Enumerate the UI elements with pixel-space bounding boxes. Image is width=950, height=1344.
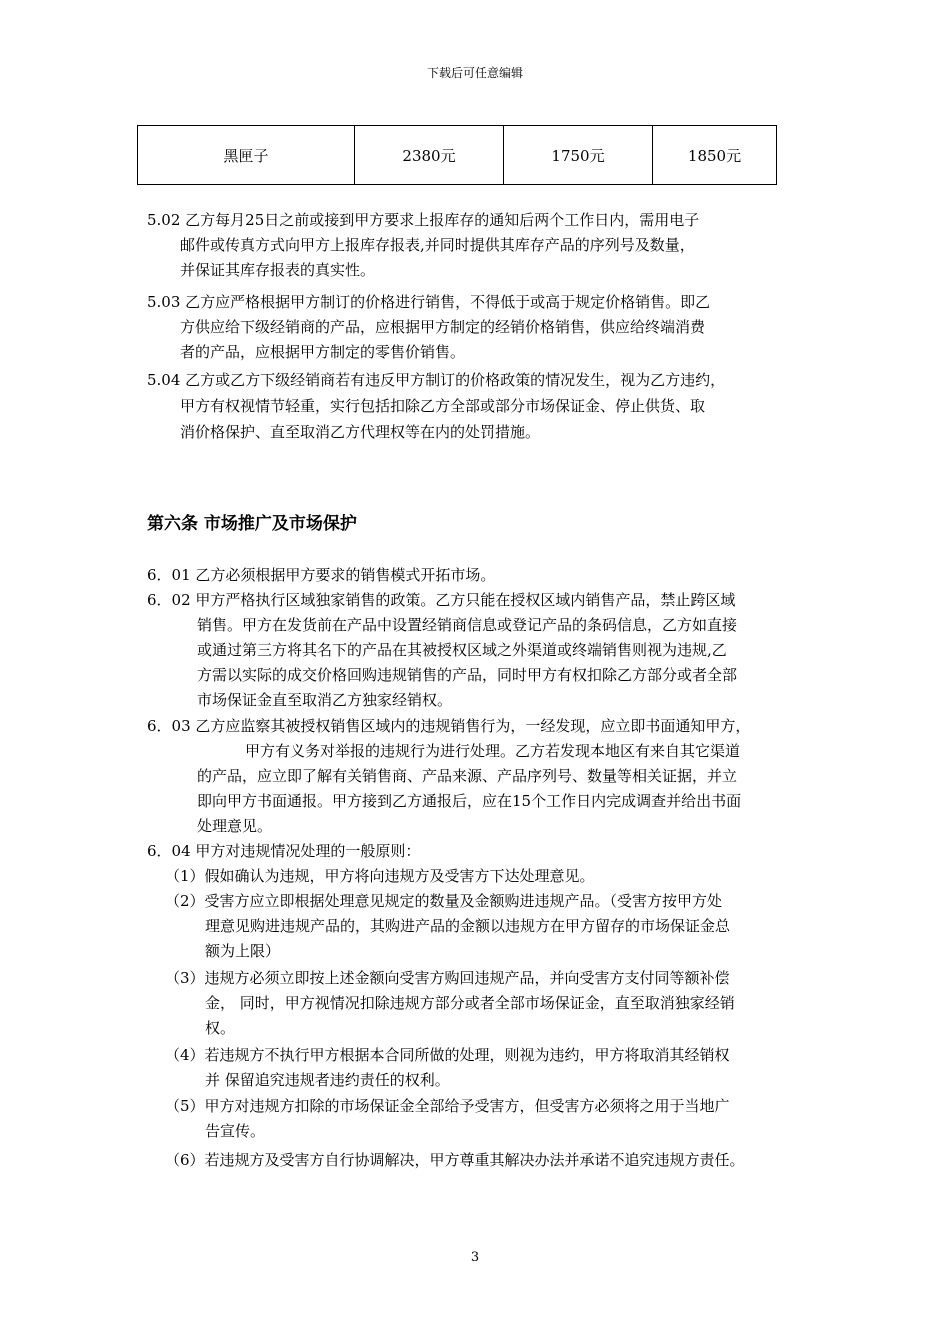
- clause-5-04-line-2: 甲方有权视情节轻重，实行包括扣除乙方全部或部分市场保证金、停止供货、取: [180, 397, 706, 415]
- principle-5-line-1: （5）甲方对违规方扣除的市场保证金全部给予受害方，但受害方必须将之用于当地广: [165, 1097, 730, 1115]
- clause-6-04: 6．04 甲方对违规情况处理的一般原则：: [147, 842, 421, 860]
- clause-5-03-line-3: 者的产品，应根据甲方制定的零售价销售。: [180, 343, 466, 361]
- principle-3-line-1: （3）违规方必须立即按上述金额向受害方购回违规产品，并向受害方支付同等额补偿: [165, 969, 730, 987]
- table-cell-price-2: 1750元: [504, 126, 653, 185]
- clause-6-03-line-1: 6．03 乙方应监察其被授权销售区域内的违规销售行为，一经发现，应立即书面通知甲方，: [147, 717, 751, 735]
- principle-2-line-3: 额为上限）: [205, 942, 281, 960]
- clause-6-02-line-2: 销售。甲方在发货前在产品中设置经销商信息或登记产品的条码信息，乙方如直接: [197, 616, 738, 634]
- clause-5-02-line-1: 5.02 乙方每月25日之前或接到甲方要求上报库存的通知后两个工作日内，需用电子: [147, 211, 700, 229]
- principle-2-line-1: （2）受害方应立即根据处理意见规定的数量及金额购进违规产品。（受害方按甲方处: [165, 892, 723, 910]
- table-row: [138, 126, 777, 185]
- clause-5-04-line-1: 5.04 乙方或乙方下级经销商若有违反甲方制订的价格政策的情况发生，视为乙方违约，: [147, 371, 726, 389]
- clause-5-02-line-2: 邮件或传真方式向甲方上报库存报表,并同时提供其库存产品的序列号及数量，: [180, 236, 695, 254]
- price-table: [137, 125, 777, 185]
- principle-3-line-3: 权。: [205, 1019, 236, 1037]
- principle-2-line-2: 理意见购进违规产品的，其购进产品的金额以违规方在甲方留存的市场保证金总: [205, 917, 731, 935]
- header-note: 下载后可任意编辑: [426, 66, 523, 80]
- clause-5-03-line-1: 5.03 乙方应严格根据甲方制订的价格进行销售，不得低于或高于规定价格销售。即乙: [147, 293, 711, 311]
- clause-6-03-line-2: 甲方有义务对举报的违规行为进行处理。乙方若发现本地区有来自其它渠道: [245, 742, 741, 760]
- table-cell-product: 黑匣子: [138, 126, 355, 185]
- principle-5-line-2: 告宣传。: [205, 1122, 266, 1140]
- clause-6-03-line-3: 的产品，应立即了解有关销售商、产品来源、产品序列号、数量等相关证据，并立: [197, 767, 738, 785]
- principle-4-line-1: （4）若违规方不执行甲方根据本合同所做的处理，则视为违约，甲方将取消其经销权: [165, 1046, 730, 1064]
- clause-6-02-line-3: 或通过第三方将其名下的产品在其被授权区域之外渠道或终端销售则视为违规,乙: [197, 641, 727, 659]
- principle-6: （6）若违规方及受害方自行协调解决，甲方尊重其解决办法并承诺不追究违规方责任。: [165, 1151, 745, 1169]
- clause-6-02-line-5: 市场保证金直至取消乙方独家经销权。: [197, 691, 453, 709]
- clause-5-04-line-3: 消价格保护、直至取消乙方代理权等在内的处罚措施。: [180, 423, 541, 441]
- clause-5-03-line-2: 方供应给下级经销商的产品，应根据甲方制定的经销价格销售，供应给终端消费: [180, 318, 706, 336]
- table-cell-price-1: 2380元: [355, 126, 504, 185]
- clause-6-03-line-4: 即向甲方书面通报。甲方接到乙方通报后，应在15个工作日内完成调查并给出书面: [197, 792, 742, 810]
- clause-6-03-line-5: 处理意见。: [197, 817, 273, 835]
- page-number: 3: [470, 1250, 480, 1265]
- principle-4-line-2: 并 保留追究违规者违约责任的权利。: [205, 1071, 450, 1089]
- principle-3-line-2: 金， 同时，甲方视情况扣除违规方部分或者全部市场保证金，直至取消独家经销: [205, 994, 735, 1012]
- clause-6-02-line-1: 6．02 甲方严格执行区域独家销售的政策。乙方只能在授权区域内销售产品，禁止跨区域: [147, 591, 736, 609]
- clause-5-02-line-3: 并保证其库存报表的真实性。: [180, 261, 376, 279]
- clause-6-02-line-4: 方需以实际的成交价格回购违规销售的产品，同时甲方有权扣除乙方部分或者全部: [197, 666, 738, 684]
- table-cell-price-3: 1850元: [653, 126, 777, 185]
- clause-6-01: 6．01 乙方必须根据甲方要求的销售模式开拓市场。: [147, 566, 496, 584]
- section-heading: 第六条 市场推广及市场保护: [147, 514, 357, 534]
- principle-1: （1）假如确认为违规，甲方将向违规方及受害方下达处理意见。: [165, 867, 595, 885]
